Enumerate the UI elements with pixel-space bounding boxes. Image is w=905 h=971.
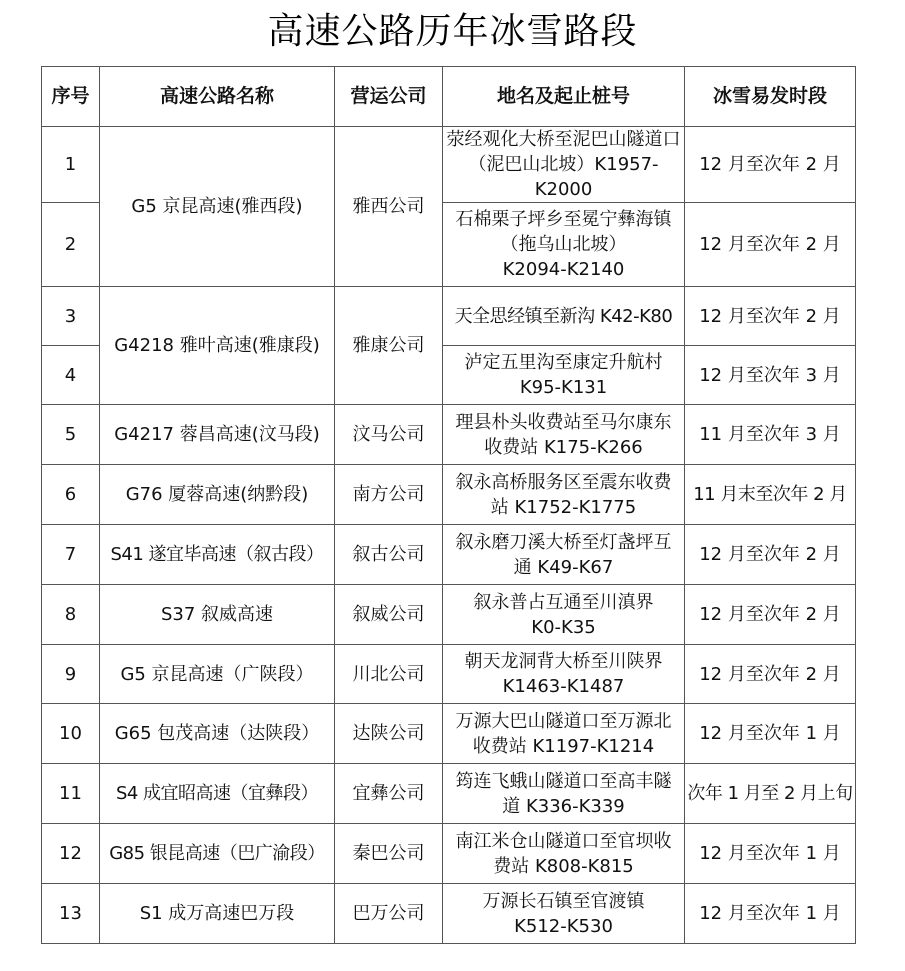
row-period: 12 月至次年 1 月: [685, 824, 856, 884]
row-company: 叙威公司: [335, 585, 443, 645]
row-road-name: G4218 雅叶高速(雅康段): [100, 287, 335, 405]
table-row: [42, 884, 856, 944]
table-row: [42, 525, 856, 585]
row-location: 荥经观化大桥至泥巴山隧道口 （泥巴山北坡）K1957-K2000: [443, 127, 685, 203]
row-road-name: G65 包茂高速（达陕段）: [100, 704, 335, 764]
table-row: [42, 465, 856, 525]
row-seq: 7: [42, 525, 100, 585]
row-location: 万源大巴山隧道口至万源北 收费站 K1197-K1214: [443, 704, 685, 764]
row-location: 石棉栗子坪乡至冕宁彝海镇 （拖乌山北坡） K2094-K2140: [443, 203, 685, 287]
table-row: [42, 127, 856, 203]
header-period: 冰雪易发时段: [685, 67, 856, 127]
row-period: 12 月至次年 2 月: [685, 645, 856, 704]
page-title: 高速公路历年冰雪路段: [267, 11, 638, 52]
row-location: 泸定五里沟至康定升航村 K95-K131: [443, 346, 685, 405]
row-road-name: S1 成万高速巴万段: [100, 884, 335, 944]
row-company: 达陕公司: [335, 704, 443, 764]
row-seq: 3: [42, 287, 100, 346]
table-row: [42, 405, 856, 465]
row-seq: 8: [42, 585, 100, 645]
row-seq: 1: [42, 127, 100, 203]
row-road-name: S41 遂宜毕高速（叙古段）: [100, 525, 335, 585]
row-location: 理县朴头收费站至马尔康东 收费站 K175-K266: [443, 405, 685, 465]
row-seq: 2: [42, 203, 100, 287]
row-road-name: G4217 蓉昌高速(汶马段): [100, 405, 335, 465]
row-period: 12 月至次年 1 月: [685, 704, 856, 764]
row-company: 雅西公司: [335, 127, 443, 287]
row-seq: 5: [42, 405, 100, 465]
row-road-name: G5 京昆高速(雅西段): [100, 127, 335, 287]
row-period: 12 月至次年 1 月: [685, 884, 856, 944]
row-period: 12 月至次年 2 月: [685, 127, 856, 203]
row-road-name: S4 成宜昭高速（宜彝段）: [100, 764, 335, 824]
row-seq: 4: [42, 346, 100, 405]
row-company: 叙古公司: [335, 525, 443, 585]
row-company: 雅康公司: [335, 287, 443, 405]
header-location: 地名及起止桩号: [443, 67, 685, 127]
table-row: [42, 824, 856, 884]
table-row: [42, 585, 856, 645]
row-location: 筠连飞蛾山隧道口至高丰隧 道 K336-K339: [443, 764, 685, 824]
row-period: 12 月至次年 2 月: [685, 525, 856, 585]
row-period: 次年 1 月至 2 月上旬: [685, 764, 856, 824]
row-seq: 11: [42, 764, 100, 824]
row-road-name: G76 厦蓉高速(纳黔段): [100, 465, 335, 525]
row-seq: 6: [42, 465, 100, 525]
table-row: [42, 645, 856, 704]
row-road-name: G85 银昆高速（巴广渝段）: [100, 824, 335, 884]
row-seq: 12: [42, 824, 100, 884]
row-period: 11 月至次年 3 月: [685, 405, 856, 465]
table-row: [42, 704, 856, 764]
row-location: 朝天龙洞背大桥至川陕界 K1463-K1487: [443, 645, 685, 704]
row-road-name: G5 京昆高速（广陕段）: [100, 645, 335, 704]
row-location: 南江米仓山隧道口至官坝收 费站 K808-K815: [443, 824, 685, 884]
row-road-name: S37 叙威高速: [100, 585, 335, 645]
header-road-name: 高速公路名称: [100, 67, 335, 127]
row-location: 叙永高桥服务区至震东收费 站 K1752-K1775: [443, 465, 685, 525]
row-period: 12 月至次年 2 月: [685, 287, 856, 346]
row-location: 叙永磨刀溪大桥至灯盏坪互 通 K49-K67: [443, 525, 685, 585]
row-period: 12 月至次年 3 月: [685, 346, 856, 405]
row-period: 12 月至次年 2 月: [685, 203, 856, 287]
row-seq: 9: [42, 645, 100, 704]
row-location: 天全思经镇至新沟 K42-K80: [443, 287, 685, 346]
row-period: 12 月至次年 2 月: [685, 585, 856, 645]
row-period: 11 月末至次年 2 月: [685, 465, 856, 525]
header-company: 营运公司: [335, 67, 443, 127]
row-company: 宜彝公司: [335, 764, 443, 824]
table-header-row: [42, 67, 856, 127]
row-location: 万源长石镇至官渡镇 K512-K530: [443, 884, 685, 944]
row-company: 巴万公司: [335, 884, 443, 944]
header-seq: 序号: [42, 67, 100, 127]
row-company: 川北公司: [335, 645, 443, 704]
table-row: [42, 764, 856, 824]
row-location: 叙永普占互通至川滇界 K0-K35: [443, 585, 685, 645]
table-row: [42, 287, 856, 346]
row-seq: 13: [42, 884, 100, 944]
row-company: 秦巴公司: [335, 824, 443, 884]
icy-road-table: [41, 66, 856, 944]
row-company: 汶马公司: [335, 405, 443, 465]
row-seq: 10: [42, 704, 100, 764]
row-company: 南方公司: [335, 465, 443, 525]
